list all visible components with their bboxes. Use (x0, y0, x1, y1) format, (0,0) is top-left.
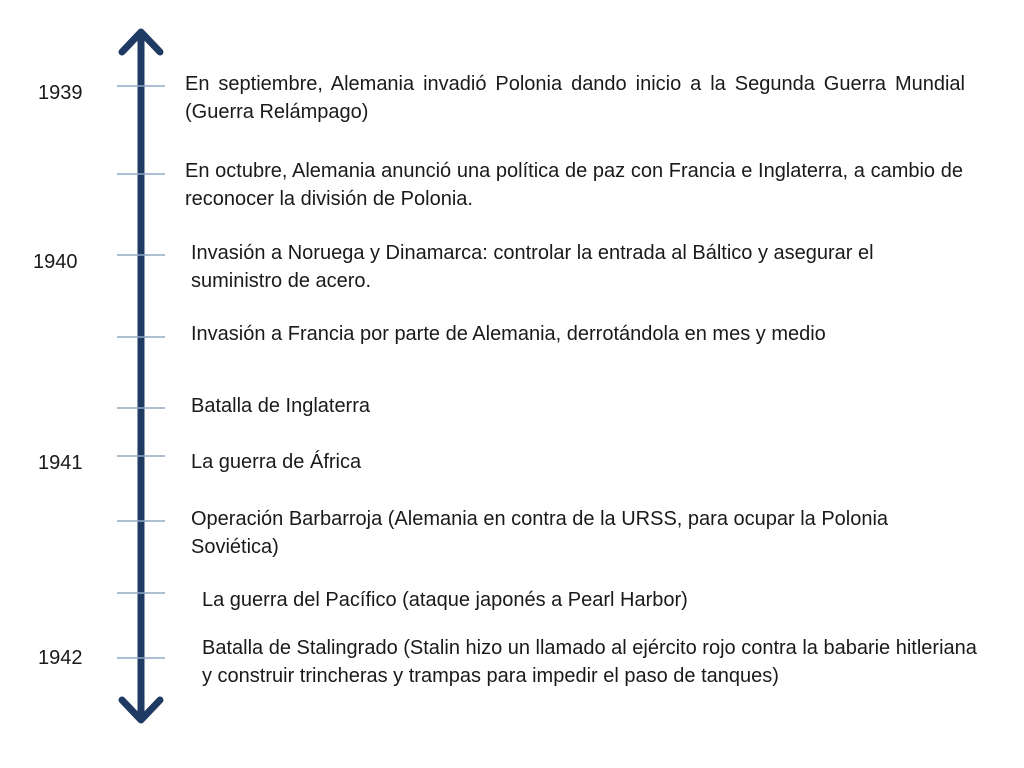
event-1939-invasion-polonia: En septiembre, Alemania invadió Polonia dando inicio a la Segunda Guerra Mundial (Guerra Relámpago) (185, 73, 965, 123)
year-label-1941: 1941 (38, 452, 83, 474)
year-label-1942: 1942 (38, 647, 83, 669)
event-batalla-inglaterra: Batalla de Inglaterra (191, 395, 371, 417)
event-operacion-barbarroja: Operación Barbarroja (Alemania en contra de la URSS, para ocupar la Polonia Soviética) (191, 508, 889, 558)
event-1939-politica-paz: En octubre, Alemania anunció una política de paz con Francia e Inglaterra, a cambio de reconocer la división de Polonia. (185, 160, 963, 210)
event-1942-stalingrado: Batalla de Stalingrado (Stalin hizo un llamado al ejército rojo contra la babarie hitleriana y construir trincheras y trampas para impedir el paso de tanques) (202, 637, 977, 687)
event-1941-guerra-africa: La guerra de África (191, 451, 362, 473)
event-1940-francia: Invasión a Francia por parte de Alemania, derrotándola en mes y medio (191, 323, 826, 345)
event-guerra-pacifico: La guerra del Pacífico (ataque japonés a Pearl Harbor) (202, 589, 688, 611)
year-label-1939: 1939 (38, 82, 83, 104)
year-label-1940: 1940 (33, 251, 78, 273)
event-1940-noruega-dinamarca: Invasión a Noruega y Dinamarca: controlar la entrada al Báltico y asegurar el suministro de acero. (191, 242, 874, 292)
